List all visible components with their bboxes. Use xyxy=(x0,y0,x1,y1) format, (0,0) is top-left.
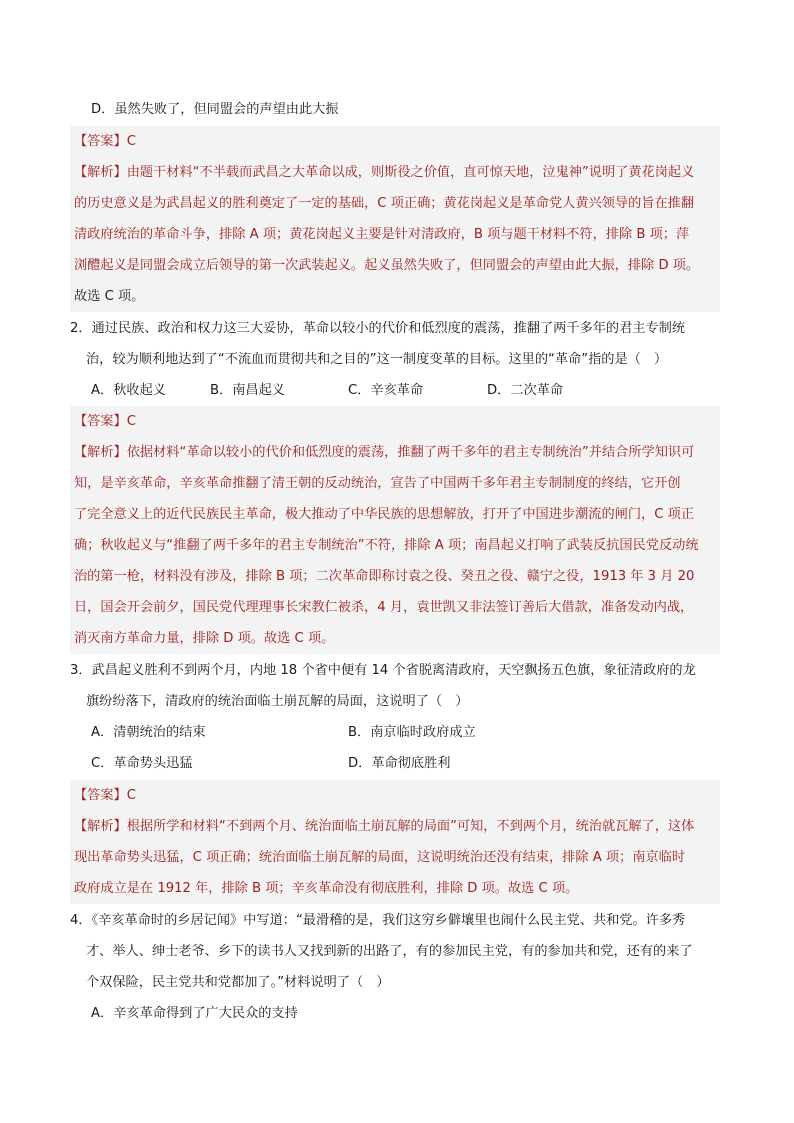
q2-stem: 治，较为顺利地达到了“不流血而贯彻共和之目的”这一制度变革的目标。这里的“革命”指的是（ ） xyxy=(86,352,668,367)
q1-answer: 【答案】C xyxy=(74,134,136,149)
q2-option-c[interactable]: C．辛亥革命 xyxy=(348,383,424,398)
q3-analysis-line: 政府成立是在 1912 年，排除 B 项；辛亥革命没有彻底胜利，排除 D 项。故选 C 项。 xyxy=(74,881,579,896)
q2-option-a[interactable]: A．秋收起义 xyxy=(91,383,166,398)
q4-option-a[interactable]: A．辛亥革命得到了广大民众的支持 xyxy=(91,1006,298,1021)
q3-analysis-line: 现出革命势头迅猛，C 项正确；统治面临土崩瓦解的局面，这说明统治还没有结束，排除 A 项；南京临时 xyxy=(74,850,686,865)
q2-analysis-line: 知，是辛亥革命，辛亥革命推翻了清王朝的反动统治，宣告了中国两千多年君主专制制度的终结，它开创 xyxy=(74,476,681,491)
q1-analysis-line: 故选 C 项。 xyxy=(74,289,145,304)
q3-stem: 3．武昌起义胜利不到两个月，内地 18 个省中便有 14 个省脱离清政府，天空飘扬五色旗，象征清政府的龙 xyxy=(70,663,696,678)
q2-stem: 2．通过民族、政治和权力这三大妥协，革命以较小的代价和低烈度的震荡，推翻了两千多年的君主专制统 xyxy=(70,321,686,336)
q1-analysis-line: 清政府统治的革命斗争，排除 A 项；黄花岗起义主要是针对清政府，B 项与题干材料不符，排除 B 项；萍 xyxy=(74,227,690,242)
q3-analysis-line: 【解析】根据所学和材料“不到两个月、统治面临土崩瓦解的局面”可知，不到两个月，统治就瓦解了，这体 xyxy=(74,819,695,834)
q1-analysis-line: 【解析】由题干材料“不半载而武昌之大革命以成，则斯役之价值，直可惊天地，泣鬼神”说明了黄花岗起义 xyxy=(74,165,695,180)
q3-option-b[interactable]: B．南京临时政府成立 xyxy=(348,725,476,740)
q3-option-a[interactable]: A．清朝统治的结束 xyxy=(91,725,206,740)
q3-option-d[interactable]: D．革命彻底胜利 xyxy=(348,756,451,771)
q4-stem: 个双保险，民主党共和党都加了。”材料说明了（ ） xyxy=(86,975,390,990)
q2-option-b[interactable]: B．南昌起义 xyxy=(210,383,285,398)
q2-analysis-line: 治的第一枪，材料没有涉及，排除 B 项；二次革命即称讨袁之役、癸丑之役、赣宁之役，1913 年 3 月 20 xyxy=(74,569,695,584)
q2-analysis-line: 了完全意义上的近代民族民主革命，极大推动了中华民族的思想解放，打开了中国进步潮流的闸门，C 项正 xyxy=(74,507,695,522)
q2-analysis-line: 【解析】依据材料“革命以较小的代价和低烈度的震荡，推翻了两千多年的君主专制统治”并结合所学知识可 xyxy=(74,445,695,460)
q4-stem: 才、举人、绅士老爷、乡下的读书人又找到新的出路了，有的参加民主党，有的参加共和党，还有的来了 xyxy=(86,944,693,959)
q3-answer-box xyxy=(70,780,720,904)
q2-analysis-line: 确；秋收起义与“推翻了两千多年的君主专制统治”不符，排除 A 项；南昌起义打响了武装反抗国民党反动统 xyxy=(74,538,699,553)
q3-option-c[interactable]: C．革命势头迅猛 xyxy=(91,756,193,771)
q1-analysis-line: 的历史意义是为武昌起义的胜利奠定了一定的基础，C 项正确；黄花岗起义是革命党人黄兴领导的旨在推翻 xyxy=(74,196,695,211)
q3-stem: 旗纷纷落下，清政府的统治面临土崩瓦解的局面，这说明了（ ） xyxy=(86,694,469,709)
q4-stem: 4．《辛亥革命时的乡居记闻》中写道：“最滑稽的是，我们这穷乡僻壤里也闹什么民主党、共和党。许多秀 xyxy=(70,913,686,928)
q3-answer: 【答案】C xyxy=(74,788,136,803)
q2-option-d[interactable]: D．二次革命 xyxy=(487,383,564,398)
q2-answer-box xyxy=(70,406,720,654)
q1-answer-box xyxy=(70,126,720,312)
q2-analysis-line: 日，国会开会前夕，国民党代理理事长宋教仁被杀，4 月，袁世凯又非法签订善后大借款，准备发动内战， xyxy=(74,600,694,615)
q1-option-d: D．虽然失败了，但同盟会的声望由此大振 xyxy=(91,102,339,117)
q1-analysis-line: 浏醴起义是同盟会成立后领导的第一次武装起义。起义虽然失败了，但同盟会的声望由此大振，排除 D 项。 xyxy=(74,258,700,273)
q2-analysis-line: 消灭南方革命力量，排除 D 项。故选 C 项。 xyxy=(74,631,335,646)
q2-answer: 【答案】C xyxy=(74,414,136,429)
